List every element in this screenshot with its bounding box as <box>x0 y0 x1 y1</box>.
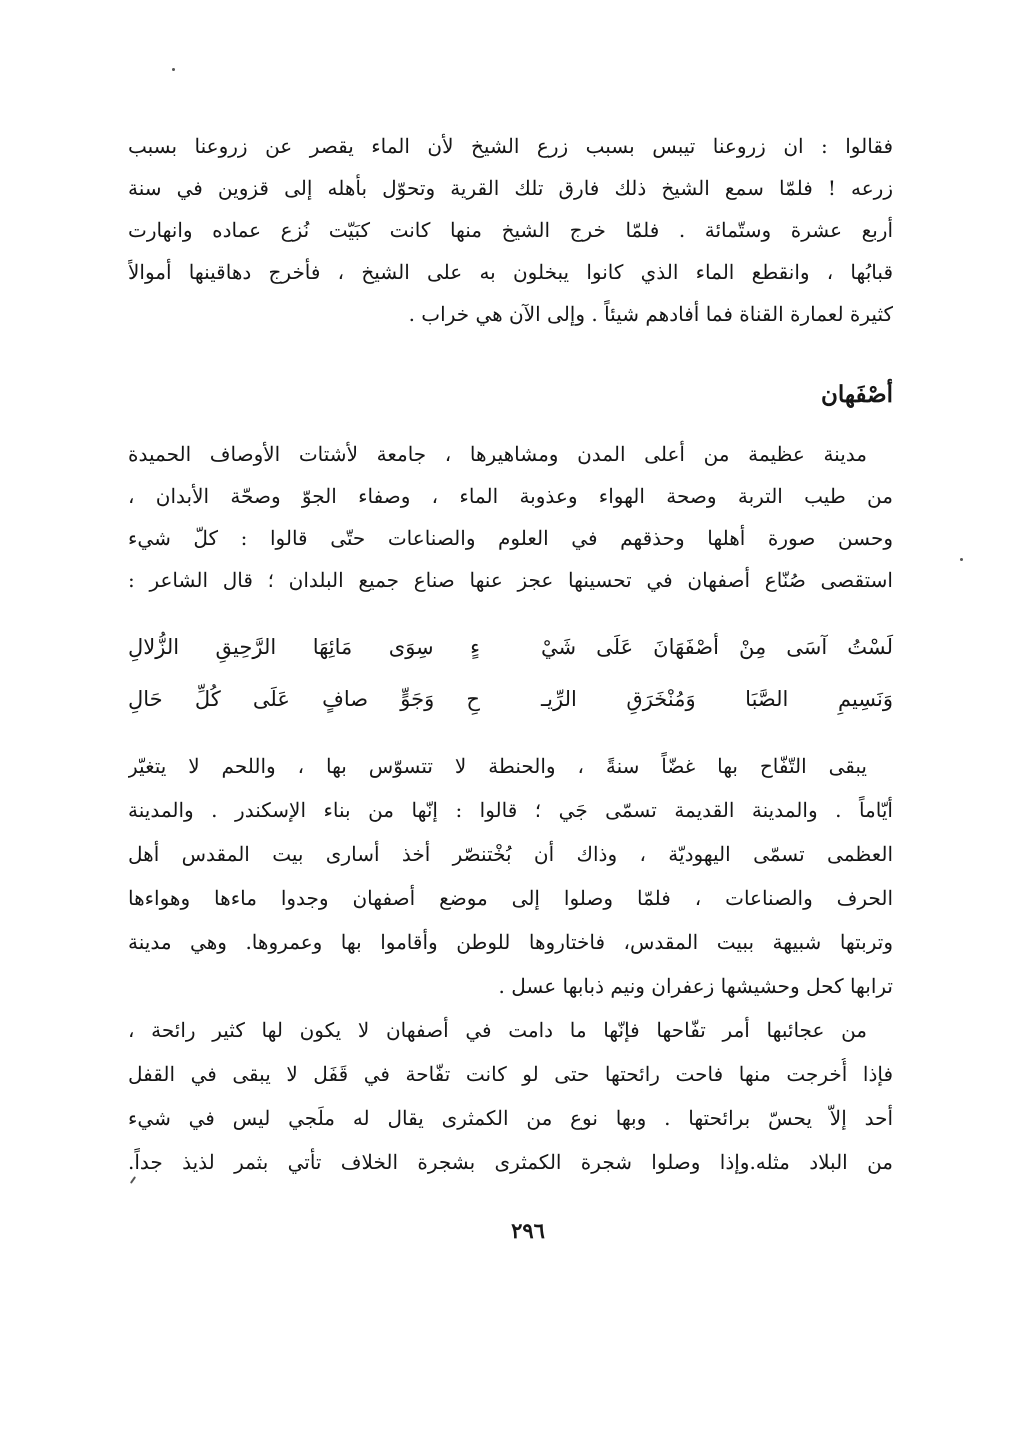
text-line: يبقى التّفّاح بها غضّاً سنةً ، والحنطة لا تتسوّس بها ، واللحم لا يتغيّر <box>128 754 867 778</box>
text-line: وتربتها شبيهة ببيت المقدس، فاختاروها للوطن وأقاموا بها وعمروها. وهي مدينة <box>128 930 893 954</box>
verse-hemistich-first: لَسْتُ آسَى مِنْ أصْفَهَانَ عَلَى شَيْ <box>541 635 893 659</box>
verse-hemistich-first: وَنَسِيمِ الصَّبَا وَمُنْخَرَقِ الرِّيـ <box>541 687 893 711</box>
verse-hemistich-second: حِ وَجَوٍّ صافٍ عَلَى كُلِّ حَالِ <box>128 687 480 711</box>
text-line: كثيرة لعمارة القناة فما أفادهم شيئاً . وإلى الآن هي خراب . <box>408 302 893 326</box>
page-number: ٢٩٦ <box>511 1218 545 1243</box>
text-line: قبابُها ، وانقطع الماء الذي كانوا يبخلون به على الشيخ ، فأخرج دهاقينها أموالاً <box>128 260 893 284</box>
scan-speck <box>172 68 175 71</box>
text-line: استقصى صُنّاع أصفهان في تحسينها عجز عنها صناع جميع البلدان ؛ قال الشاعر : <box>128 568 893 592</box>
text-line: العظمى تسمّى اليهوديّة ، وذاك أن بُخْتنصّر أخذ أسارى بيت المقدس أهل <box>128 842 893 866</box>
text-line: أربع عشرة وستّمائة . فلمّا خرج الشيخ منها كانت كبَيّت نُزع عماده وانهارت <box>128 218 893 242</box>
text-line: من عجائبها أمر تفّاحها فإنّها ما دامت في أصفهان لا يكون لها كثير رائحة ، <box>128 1018 867 1042</box>
text-line: فإذا أُخرجت منها فاحت رائحتها حتى لو كانت تفّاحة في قَفَل لا يبقى في القفل <box>128 1062 893 1086</box>
text-line: فقالوا : ان زروعنا تيبس بسبب زرع الشيخ لأن الماء يقصر عن زروعنا بسبب <box>128 134 893 158</box>
text-line: أيّاماً . والمدينة القديمة تسمّى جَي ؛ قالوا : إنّها من بناء الإسكندر . والمدينة <box>128 798 893 822</box>
text-line: ترابها كحل وحشيشها زعفران ونيم ذبابها عسل . <box>498 974 893 998</box>
text-line: وحسن صورة أهلها وحذقهم في العلوم والصناعات حتّى قالوا : كلّ شيء <box>128 526 893 550</box>
text-line: زرعه ! فلمّا سمع الشيخ ذلك فارق تلك القرية وتحوّل بأهله إلى قزوين في سنة <box>128 176 893 200</box>
text-line: الحرف والصناعات ، فلمّا وصلوا إلى موضع أصفهان وجدوا ماءها وهواءها <box>128 886 893 910</box>
verse-line <box>128 630 893 666</box>
text-line: مدينة عظيمة من أعلى المدن ومشاهيرها ، جامعة لأشتات الأوصاف الحميدة <box>128 442 867 466</box>
text-line: من البلاد مثله.وإذا وصلوا شجرة الكمثرى بشجرة الخلاف تأتي بثمر لذيذ جداً. <box>128 1150 893 1174</box>
text-line: من طيب التربة وصحة الهواء وعذوبة الماء ، وصفاء الجوّ وصحّة الأبدان ، <box>128 484 893 508</box>
verse-line <box>128 682 893 718</box>
text-line: أحد إلاّ يحسّ برائحتها . وبها نوع من الكمثرى يقال له ملَجي ليس في شيء <box>128 1106 893 1130</box>
scan-speck <box>960 558 963 561</box>
verse-hemistich-second: ءٍ سِوَى مَائِهَا الرَّحِيقِ الزُّلالِ <box>128 635 480 659</box>
section-heading: أصْفَهان <box>820 381 893 408</box>
